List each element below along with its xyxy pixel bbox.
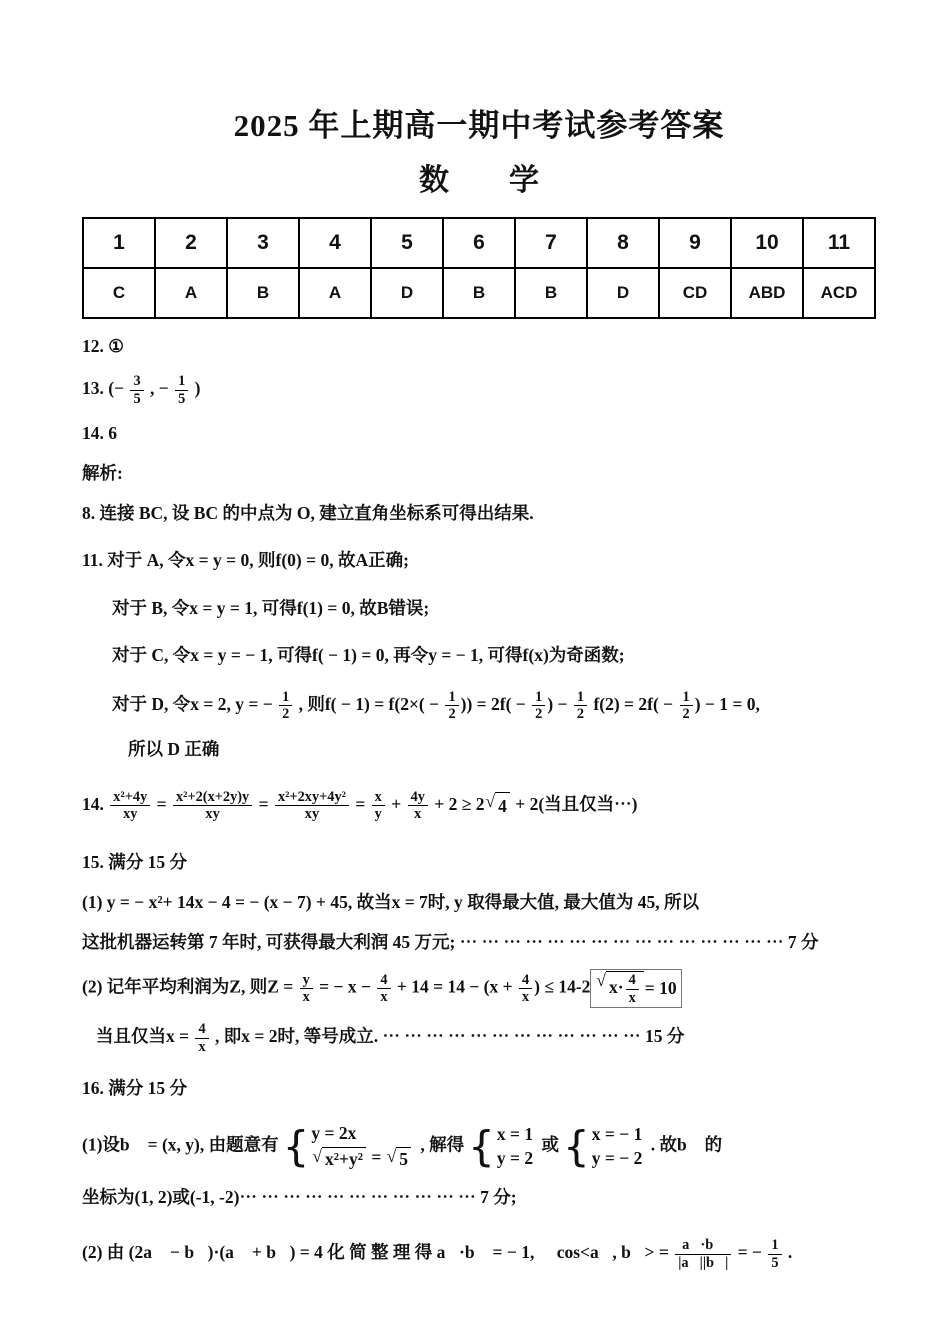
answer-cell: B bbox=[227, 268, 299, 318]
q15-score: 15. 满分 15 分 bbox=[82, 851, 187, 872]
q16-part1-line1: (1)设b⃗ = (x, y), 由题意有 { y = 2x √ x²+y² = √ 5 , 解得 { x = 1 y = 2 或 { x = − 1 y = − 2 . 故b⃗ 的 bbox=[82, 1121, 723, 1171]
page-subtitle: 数 学 bbox=[419, 164, 539, 197]
answer-line-14: 14. 6 bbox=[82, 423, 117, 444]
answer-cell: A bbox=[155, 268, 227, 318]
analysis-q8: 8. 连接 BC, 设 BC 的中点为 O, 建立直角坐标系可得出结果. bbox=[82, 503, 534, 524]
q15-part1-line2: 这批机器运转第 7 年时, 可获得最大利润 45 万元; ⋯ ⋯ ⋯ ⋯ ⋯ ⋯ ⋯ ⋯ ⋯ ⋯ ⋯ ⋯ ⋯ ⋯ ⋯ 7 分 bbox=[82, 932, 819, 953]
answer-cell: CD bbox=[659, 268, 731, 318]
question-number-cell: 4 bbox=[299, 218, 371, 268]
answer-cell: ABD bbox=[731, 268, 803, 318]
question-number-cell: 9 bbox=[659, 218, 731, 268]
analysis-q11-d: 对于 D, 令x = 2, y = − $\frac{1}{2}$ , 则f( − 1) = f(2×( − $\frac{1}{2}$ )) = 2f( − $\frac{1}{2}$ ) − $\frac{1}{2}$ f(2) = 2f( − $\frac{1}{2}$ ) − 1 = 0, bbox=[112, 688, 760, 723]
question-number-cell: 5 bbox=[371, 218, 443, 268]
question-number-cell: 10 bbox=[731, 218, 803, 268]
question-number-cell: 11 bbox=[803, 218, 875, 268]
q15-part2-line1: (2) 记年平均利润为Z, 则Z = $\frac{y}{x}$ = − x − $\frac{4}{x}$ + 14 = 14 − (x + $\frac{4}{x}$ ) ≤ 14-2 √ x· $\frac{4}{x}$ = 10 bbox=[82, 969, 876, 1008]
answer-cell: C bbox=[83, 268, 155, 318]
answer-line-13: 13. (− $\frac{3}{5}$ , − $\frac{1}{5}$ ) bbox=[82, 373, 201, 407]
answer-cell: ACD bbox=[803, 268, 875, 318]
answer-cell: A bbox=[299, 268, 371, 318]
answer-table-body bbox=[83, 218, 875, 318]
question-number-cell: 6 bbox=[443, 218, 515, 268]
q16-part1-line2: 坐标为(1, 2)或(-1, -2)⋯ ⋯ ⋯ ⋯ ⋯ ⋯ ⋯ ⋯ ⋯ ⋯ ⋯ 7 分; bbox=[82, 1187, 517, 1208]
analysis-q11-c: 对于 C, 令x = y = − 1, 可得f( − 1) = 0, 再令y = − 1, 可得f(x)为奇函数; bbox=[112, 644, 625, 665]
analysis-q11-a: 11. 对于 A, 令x = y = 0, 则f(0) = 0, 故A正确; bbox=[82, 550, 409, 571]
analysis-q11-b: 对于 B, 令x = y = 1, 可得f(1) = 0, 故B错误; bbox=[112, 597, 430, 618]
answer-table bbox=[82, 217, 876, 319]
question-number-cell: 1 bbox=[83, 218, 155, 268]
analysis-q14: 14. $\frac{\text{x²+4y}}{xy}$ = $\frac{\text{x²+2(x+2y)y}}{xy}$ = $\frac{\text{x²+2xy+4y²}}{xy}$ = $\frac{x}{y}$ + $\frac{4y}{x}$ + 2 ≥ 2 √ 4 + 2(当且仅当⋯) bbox=[82, 788, 638, 823]
question-number-cell: 8 bbox=[587, 218, 659, 268]
answer-cell: B bbox=[443, 268, 515, 318]
question-number-cell: 7 bbox=[515, 218, 587, 268]
analysis-label: 解析: bbox=[82, 463, 123, 484]
q16-score: 16. 满分 15 分 bbox=[82, 1078, 187, 1099]
answer-line-12: 12. ① bbox=[82, 336, 124, 356]
question-number-cell: 2 bbox=[155, 218, 227, 268]
q15-part2-line2: 当且仅当x = $\frac{4}{x}$ , 即x = 2时, 等号成立. ⋯ ⋯ ⋯ ⋯ ⋯ ⋯ ⋯ ⋯ ⋯ ⋯ ⋯ ⋯ 15 分 bbox=[96, 1021, 685, 1055]
answer-cell: B bbox=[515, 268, 587, 318]
answer-cell: D bbox=[371, 268, 443, 318]
answer-cell: D bbox=[587, 268, 659, 318]
q15-part1-line1: (1) y = − x²+ 14x − 4 = − (x − 7) + 45, 故当x = 7时, y 取得最大值, 最大值为 45, 所以 bbox=[82, 892, 700, 913]
question-number-cell: 3 bbox=[227, 218, 299, 268]
analysis-q11-conclusion: 所以 D 正确 bbox=[128, 738, 220, 759]
q16-part2: (2) 由 (2a⃗ − b⃗)·(a⃗ + b⃗) = 4 化 简 整 理 得 a⃗·b⃗ = − 1, ∴ cos<a⃗, b⃗> = $\frac{a⃗\cdot b⃗}{|a⃗||b⃗|}$ = − $\frac{1}{5}$ . bbox=[82, 1237, 793, 1271]
page-title: 2025 年上期高一期中考试参考答案 bbox=[233, 108, 725, 143]
